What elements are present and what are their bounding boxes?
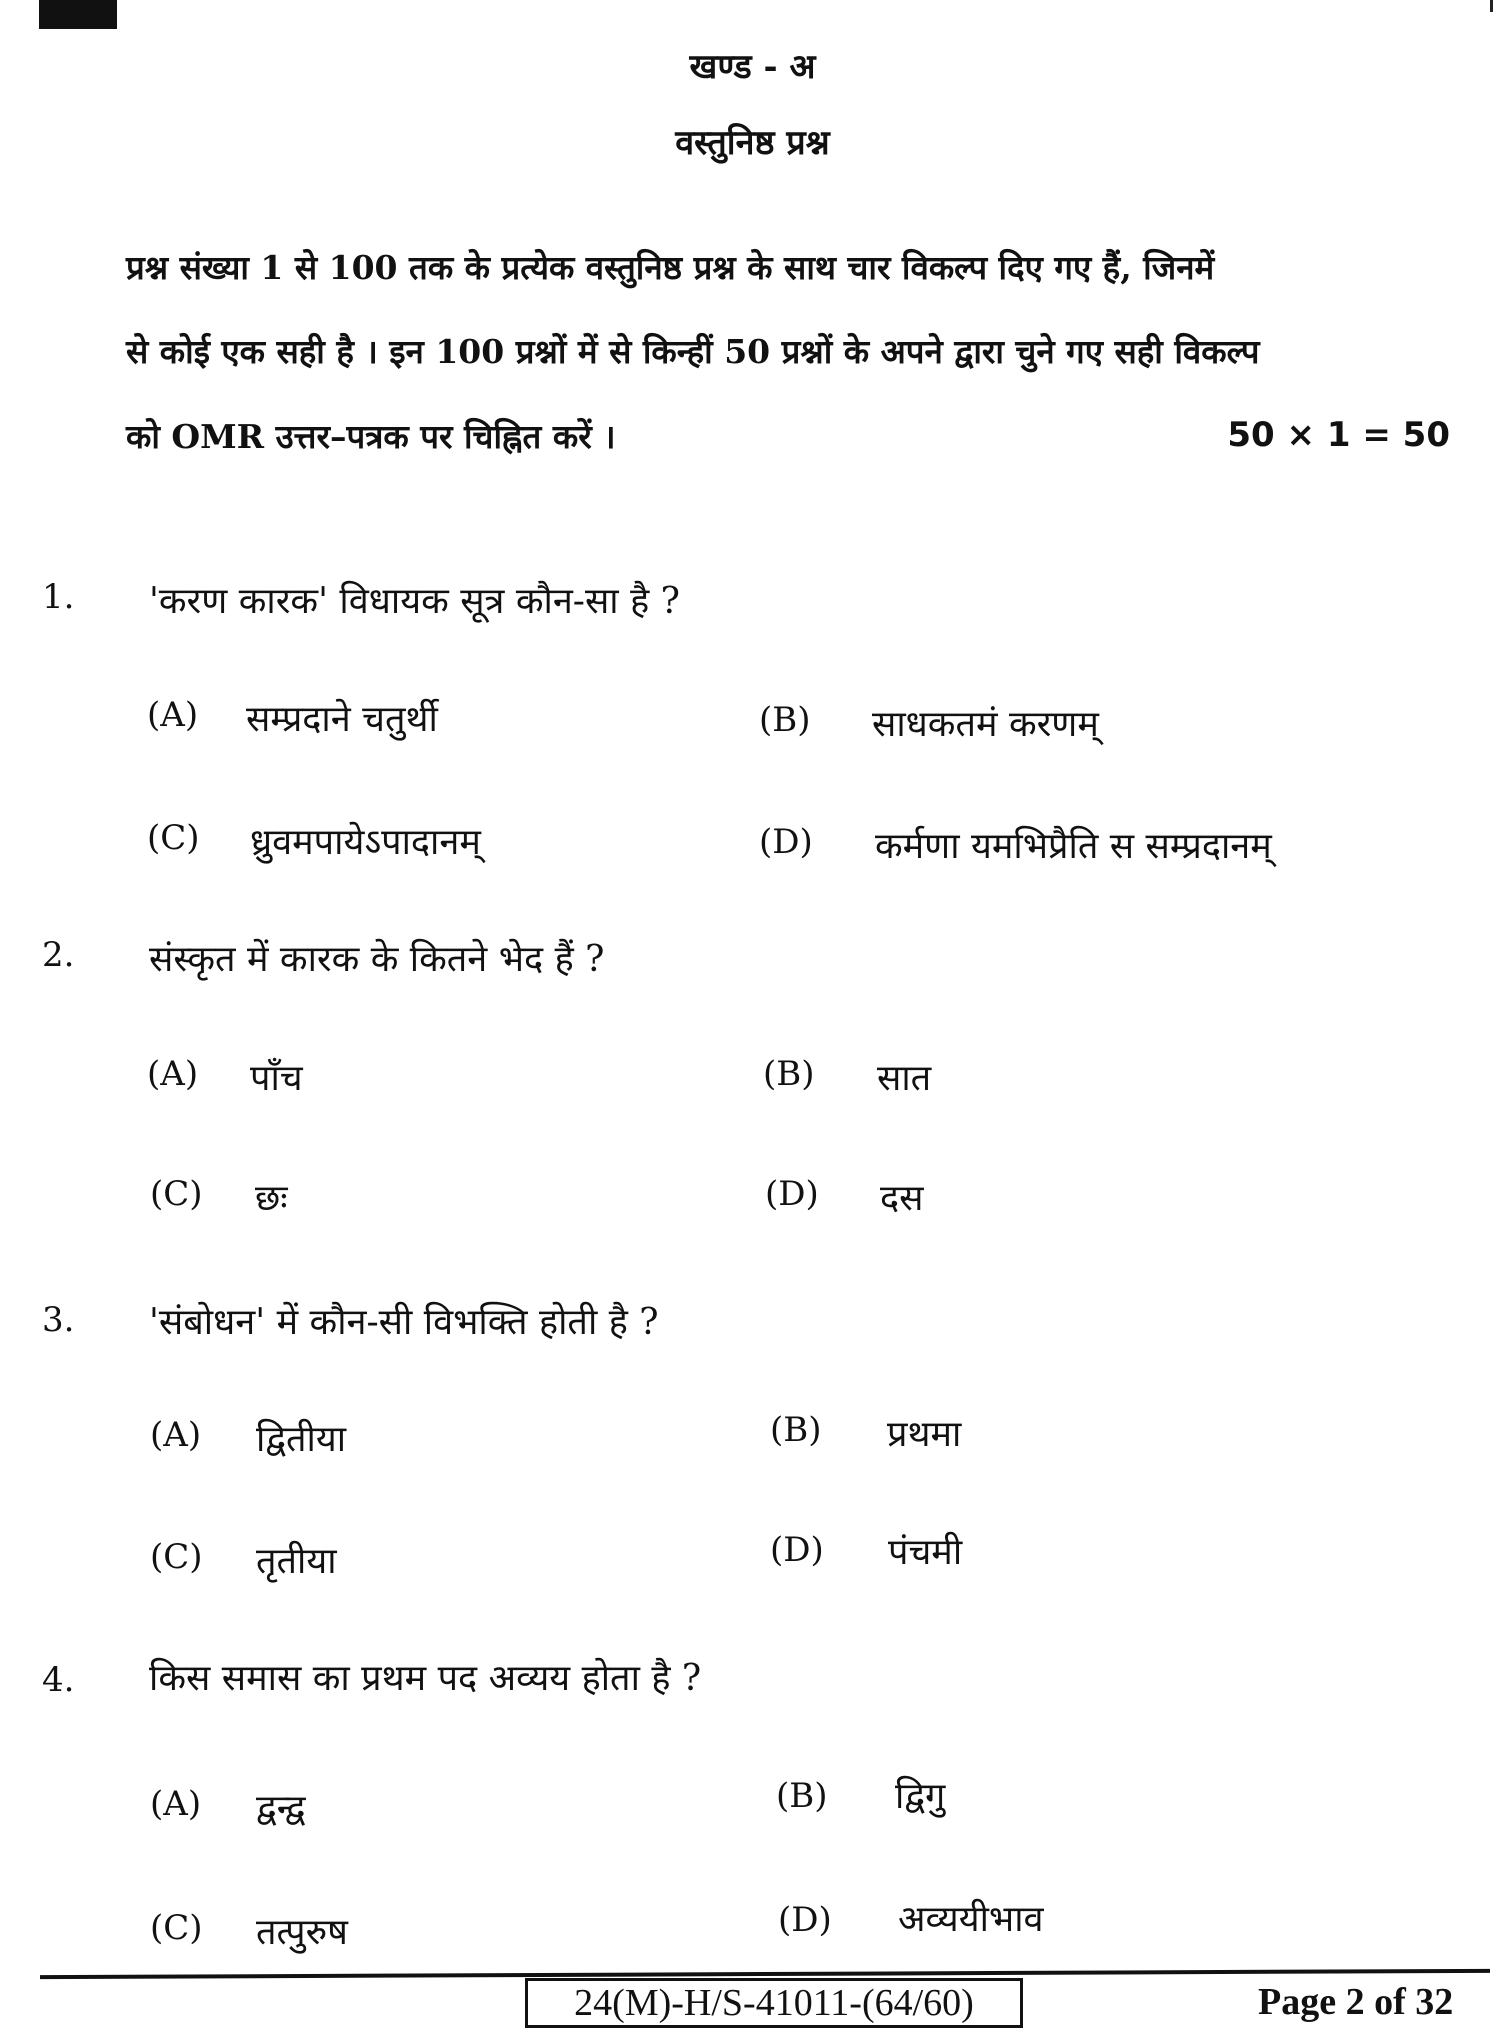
corner-mark (1490, 0, 1493, 12)
option-text: साधकतमं करणम् (872, 704, 1099, 745)
option-text: पंचमी (888, 1532, 963, 1573)
instruction-line-3: को OMR उत्तर–पत्रक पर चिह्नित करें । (126, 417, 616, 456)
option-label: (D) (765, 1174, 819, 1214)
option-label: (B) (763, 1054, 815, 1094)
question-text: 'संबोधन' में कौन-सी विभक्ति होती है ? (149, 1302, 659, 1343)
instruction-line-2: से कोई एक सही है । इन 100 प्रश्नों में से किन्हीं 50 प्रश्नों के अपने द्वारा चुने गए सही विकल्प (126, 332, 1260, 371)
question-text: किस समास का प्रथम पद अव्यय होता है ? (149, 1658, 702, 1699)
question-text: संस्कृत में कारक के कितने भेद हैं ? (149, 939, 605, 980)
option-text: कर्मणा यमभिप्रैति स सम्प्रदानम् (875, 826, 1272, 867)
instruction-line-1: प्रश्न संख्या 1 से 100 तक के प्रत्येक वस्तुनिष्ठ प्रश्न के साथ चार विकल्प दिए गए हैं, जिनमें (126, 248, 1215, 287)
option-label: (A) (150, 1415, 202, 1455)
option-text: सात (877, 1058, 932, 1099)
option-label: (A) (150, 1784, 202, 1824)
option-label: (C) (150, 1174, 203, 1214)
option-text: सम्प्रदाने चतुर्थी (246, 699, 438, 740)
option-text: छः (255, 1178, 288, 1219)
option-label: (B) (776, 1776, 828, 1816)
question-number: 1. (42, 577, 75, 617)
option-label: (C) (150, 1537, 203, 1577)
marks-scheme: 50 × 1 = 50 (1227, 415, 1450, 455)
option-label: (D) (759, 822, 813, 862)
option-label: (C) (150, 1908, 203, 1948)
option-text: ध्रुवमपायेऽपादानम् (250, 822, 481, 863)
option-text: द्विगु (895, 1776, 946, 1817)
paper-code: 24(M)-H/S-41011-(64/60) (525, 1978, 1023, 2028)
question-number: 2. (42, 935, 75, 975)
option-text: प्रथमा (887, 1414, 962, 1455)
section-title: खण्ड - अ (689, 47, 816, 87)
option-label: (A) (147, 1054, 199, 1094)
option-text: दस (880, 1178, 924, 1219)
option-label: (A) (147, 695, 199, 735)
page-number: Page 2 of 32 (1258, 1981, 1454, 2023)
section-subtitle: वस्तुनिष्ठ प्रश्न (675, 123, 830, 163)
question-number: 4. (42, 1660, 75, 1700)
question-number: 3. (42, 1300, 75, 1340)
option-text: तत्पुरुष (256, 1912, 348, 1953)
option-text: द्वन्द्व (256, 1788, 306, 1829)
option-label: (B) (770, 1410, 822, 1450)
option-text: द्वितीया (256, 1419, 347, 1460)
option-label: (C) (147, 818, 200, 858)
option-label: (B) (759, 700, 811, 740)
option-text: तृतीया (256, 1541, 337, 1582)
question-text: 'करण कारक' विधायक सूत्र कौन-सा है ? (149, 581, 680, 622)
option-label: (D) (778, 1900, 832, 1940)
corner-block (39, 0, 117, 29)
option-text: पाँच (250, 1058, 303, 1099)
option-text: अव्ययीभाव (898, 1899, 1044, 1940)
option-label: (D) (770, 1530, 824, 1570)
